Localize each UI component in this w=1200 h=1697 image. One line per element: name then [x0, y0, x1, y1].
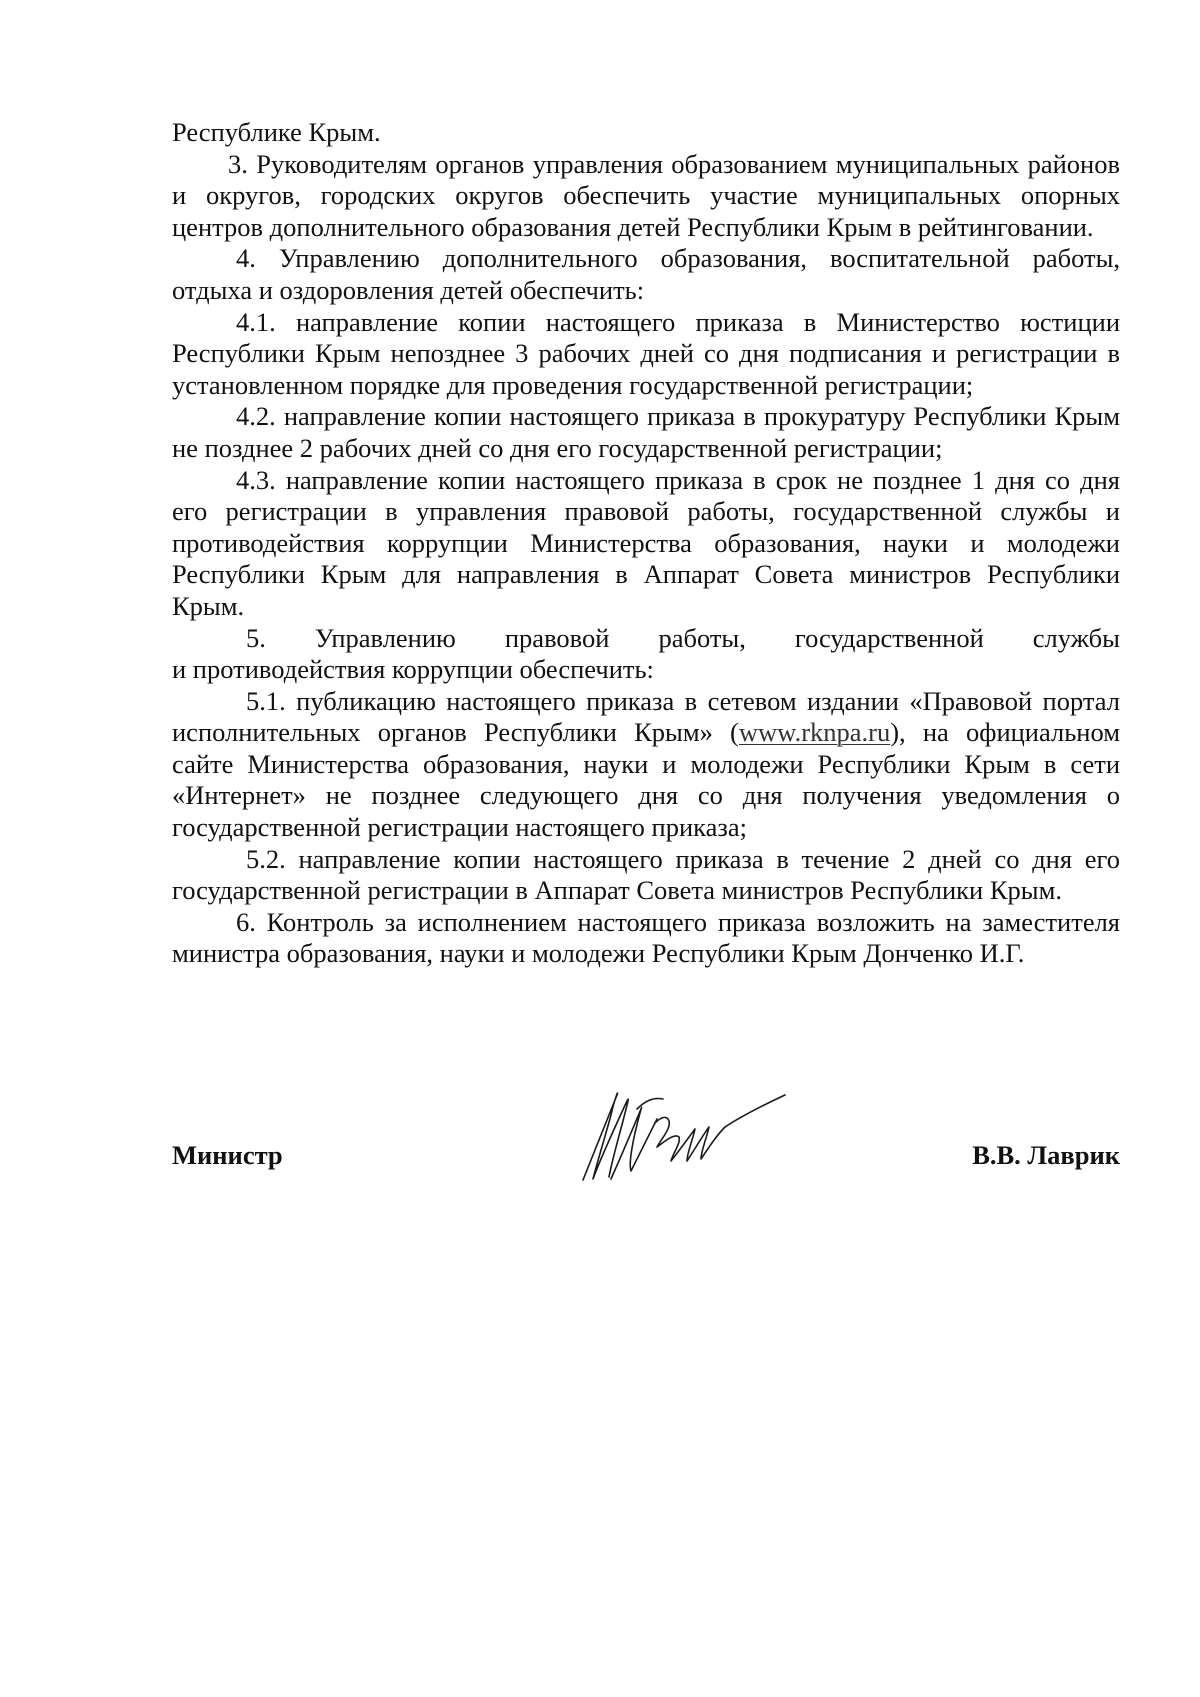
paragraph-5-1 [172, 686, 1120, 844]
p5-1-text-before: 5.1. публикацию настоящего приказа в сетевом издании «Правовой портал исполнительных органов Республики Крым» ( [172, 685, 1120, 748]
paragraph-4: 4. Управлению дополнительного образования, воспитательной работы, отдыха и оздоровления детей обеспечить: [172, 243, 1120, 305]
paragraph-4-1: 4.1. направление копии настоящего приказа в Министерство юстиции Республики Крым непозднее 3 рабочих дней со дня подписания и регистрации в установленном порядке для проведения государственной регистрации; [172, 306, 1120, 400]
paragraph-5-first-line [172, 623, 1120, 655]
carry-over-line: Республике Крым. [172, 117, 381, 147]
signatory-title: Министр [172, 1140, 283, 1170]
p5-word: 5. [246, 622, 266, 653]
paragraph-3: 3. Руководителям органов управления образованием муниципальных районов и округов, городских округов обеспечить участие муниципальных опорных центров дополнительного образования детей Республики Крым в рейтинговании. [172, 148, 1120, 242]
p5-word: службы [1032, 622, 1120, 653]
p5-word: Управлению [314, 622, 456, 653]
signature-block [172, 1140, 1120, 1200]
paragraph-4-2: 4.2. направление копии настоящего приказа в прокуратуру Республики Крым не позднее 2 рабочих дней со дня его государственной регистрации; [172, 401, 1120, 463]
p5-word: правовой [504, 622, 610, 653]
paragraph-5-2: 5.2. направление копии настоящего приказа в течение 2 дней со дня его государственной регистрации в Аппарат Совета министров Республики Крым. [172, 843, 1120, 906]
document-body [172, 117, 1120, 970]
signatory-name: В.В. Лаврик [972, 1140, 1120, 1170]
paragraph-6: 6. Контроль за исполнением настоящего приказа возложить на заместителя министра образования, науки и молодежи Республики Крым Донченко И.Г. [172, 906, 1120, 969]
paragraph-4-3: 4.3. направление копии настоящего приказа в срок не позднее 1 дня со дня его регистрации в управления правовой работы, государственной службы и противодействия коррупции Министерства образования, науки и молодежи Республики Крым для направления в Аппарат Совета министров Республики Крым. [172, 464, 1120, 621]
p5-1-text-after: ), на официальном сайте Министерства образования, науки и молодежи Республики Крым в сети «Интернет» не позднее следующего дня со дня получения уведомления о государственной регистрации настоящего приказа; [172, 717, 1120, 843]
rknpa-link[interactable]: www.rknpa.ru [738, 717, 891, 748]
paragraph-5-rest: и противодействия коррупции обеспечить: [172, 654, 654, 685]
p5-word: работы, [658, 622, 746, 653]
p5-word: государственной [794, 622, 984, 653]
